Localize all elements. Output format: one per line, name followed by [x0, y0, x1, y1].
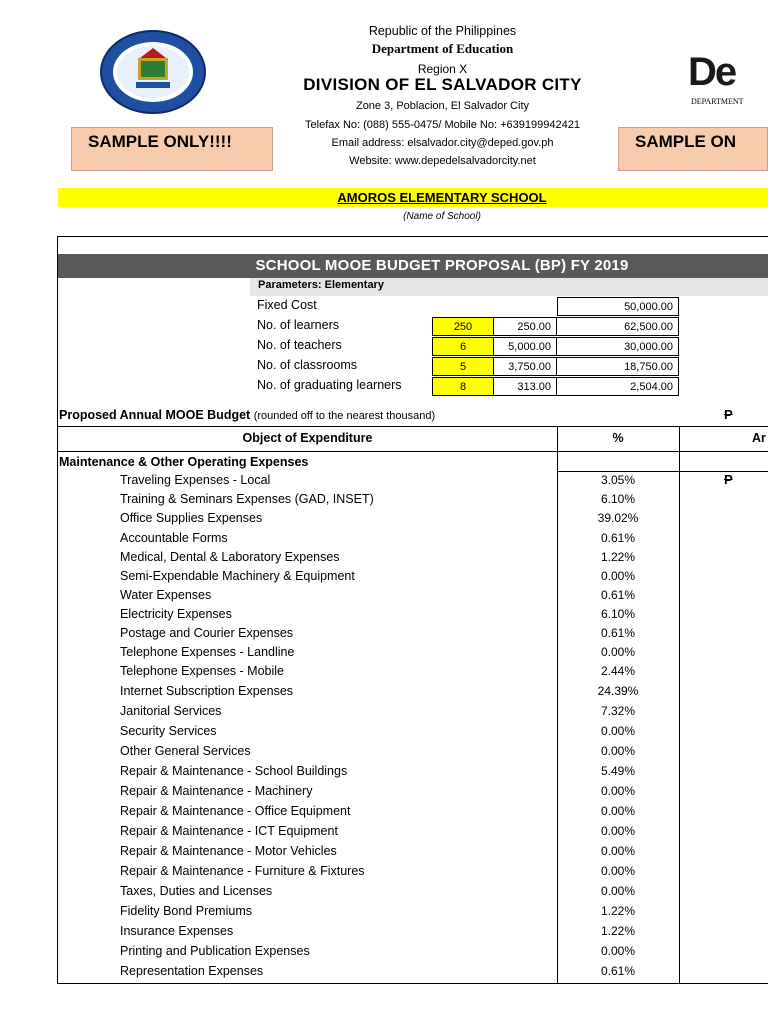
division-seal-logo: [100, 30, 206, 114]
table-row-label: Repair & Maintenance - Office Equipment: [120, 804, 351, 818]
website-text: Website: www.depedelsalvadorcity.net: [349, 155, 536, 167]
table-row-label: Telephone Expenses - Mobile: [120, 664, 284, 678]
school-name: AMOROS ELEMENTARY SCHOOL: [337, 190, 547, 205]
table-row-pct: 0.00%: [600, 844, 636, 858]
table-divider-amount: [679, 426, 680, 984]
table-row-label: Electricity Expenses: [120, 607, 232, 621]
region-text: Region X: [417, 62, 468, 76]
param-label-teachers: No. of teachers: [257, 338, 342, 352]
table-row-pct: 24.39%: [597, 684, 639, 698]
table-row-label: Training & Seminars Expenses (GAD, INSET): [120, 492, 374, 506]
table-row-label: Insurance Expenses: [120, 924, 234, 938]
table-row-label: Other General Services: [120, 744, 251, 758]
table-row-label: Semi-Expendable Machinery & Equipment: [120, 569, 355, 583]
table-row-label: Postage and Courier Expenses: [120, 626, 294, 640]
param-total-learners: 62,500.00: [557, 317, 679, 336]
table-row-label: Water Expenses: [120, 588, 212, 602]
table-row-pct: 6.10%: [600, 492, 636, 506]
param-label-learners: No. of learners: [257, 318, 339, 332]
table-row-pct: 6.10%: [600, 607, 636, 621]
table-row-label: Repair & Maintenance - ICT Equipment: [120, 824, 338, 838]
table-row-pct: 0.61%: [600, 626, 636, 640]
table-row-pct: 0.00%: [600, 569, 636, 583]
table-row-pct: 0.00%: [600, 724, 636, 738]
table-row-label: Security Services: [120, 724, 217, 738]
department-text: Department of Education: [371, 41, 514, 56]
table-row-label: Taxes, Duties and Licenses: [120, 884, 273, 898]
param-unit-teachers: 5,000.00: [494, 337, 557, 356]
param-unit-classrooms: 3,750.00: [494, 357, 557, 376]
table-row-label: Traveling Expenses - Local: [120, 473, 271, 487]
proposed-budget-line: [59, 408, 435, 422]
proposed-budget-label: Proposed Annual MOOE Budget: [59, 408, 251, 422]
param-count-classrooms[interactable]: 5: [432, 357, 494, 376]
table-row-pct: 0.00%: [600, 804, 636, 818]
table-row-label: Telephone Expenses - Landline: [120, 645, 295, 659]
address-text: Zone 3, Poblacion, El Salvador City: [355, 100, 530, 112]
division-title: DIVISION OF EL SALVADOR CITY: [303, 75, 582, 94]
telefax-text: Telefax No: (088) 555-0475/ Mobile No: +639199942421: [305, 119, 580, 131]
section-mooe: Maintenance & Other Operating Expenses: [59, 455, 309, 469]
deped-logo: [682, 30, 768, 120]
param-total-graduating: 2,504.00: [557, 377, 679, 396]
peso-sign-proposed: P: [724, 407, 733, 422]
param-total-teachers: 30,000.00: [557, 337, 679, 356]
republic-text: Republic of the Philippines: [368, 24, 517, 38]
budget-proposal-title: SCHOOL MOOE BUDGET PROPOSAL (BP) FY 2019: [255, 257, 629, 274]
table-row-pct: 1.22%: [600, 924, 636, 938]
table-row-pct: 0.61%: [600, 588, 636, 602]
col-head-object: Object of Expenditure: [242, 431, 373, 445]
param-total-classrooms: 18,750.00: [557, 357, 679, 376]
col-head-amount: Ar: [752, 431, 766, 445]
table-row-pct: 0.00%: [600, 864, 636, 878]
table-row-label: Repair & Maintenance - School Buildings: [120, 764, 348, 778]
table-row-pct: 1.22%: [600, 904, 636, 918]
school-name-caption: (Name of School): [403, 211, 481, 222]
param-unit-graduating: 313.00: [494, 377, 557, 396]
col-head-percent: %: [612, 431, 624, 445]
table-row-pct: 0.00%: [600, 784, 636, 798]
table-row-pct: 0.00%: [600, 824, 636, 838]
table-row-label: Repair & Maintenance - Machinery: [120, 784, 313, 798]
proposed-budget-note: (rounded off to the nearest thousand): [253, 410, 436, 422]
param-count-teachers[interactable]: 6: [432, 337, 494, 356]
table-row-label: Office Supplies Expenses: [120, 511, 263, 525]
parameters-heading: Parameters: Elementary: [258, 279, 384, 291]
table-row-label: Representation Expenses: [120, 964, 264, 978]
table-row-pct: 0.61%: [600, 964, 636, 978]
table-top-border: [58, 426, 768, 427]
table-row-pct: 39.02%: [597, 511, 639, 525]
table-row-pct: 5.49%: [600, 764, 636, 778]
deped-logo-text: De: [688, 50, 736, 94]
table-row-pct: 0.00%: [600, 645, 636, 659]
table-row-pct: 1.22%: [600, 550, 636, 564]
param-count-learners[interactable]: 250: [432, 317, 494, 336]
peso-sign-table: P: [724, 472, 733, 487]
table-row-label: Medical, Dental & Laboratory Expenses: [120, 550, 340, 564]
table-header-border: [58, 451, 768, 452]
table-row-pct: 0.61%: [600, 531, 636, 545]
param-unit-learners: 250.00: [494, 317, 557, 336]
table-row-pct: 0.00%: [600, 744, 636, 758]
param-label-graduating: No. of graduating learners: [257, 378, 402, 392]
table-section-border: [557, 471, 768, 472]
param-label-fixed-cost: Fixed Cost: [257, 298, 317, 312]
deped-logo-sub: DEPARTMENT: [691, 97, 744, 106]
table-row-pct: 0.00%: [600, 944, 636, 958]
table-row-pct: 0.00%: [600, 884, 636, 898]
table-row-label: Repair & Maintenance - Motor Vehicles: [120, 844, 337, 858]
table-row-label: Internet Subscription Expenses: [120, 684, 294, 698]
table-row-label: Janitorial Services: [120, 704, 222, 718]
email-text: Email address: elsalvador.city@deped.gov.ph: [331, 137, 554, 149]
param-label-classrooms: No. of classrooms: [257, 358, 358, 372]
param-total-fixed-cost: 50,000.00: [557, 297, 679, 316]
table-row-label: Repair & Maintenance - Furniture & Fixtures: [120, 864, 365, 878]
table-row-label: Fidelity Bond Premiums: [120, 904, 252, 918]
table-row-pct: 7.32%: [600, 704, 636, 718]
table-row-pct: 2.44%: [600, 664, 636, 678]
table-row-label: Accountable Forms: [120, 531, 228, 545]
table-row-pct: 3.05%: [600, 473, 636, 487]
sample-only-badge-right: SAMPLE ON: [618, 127, 768, 171]
table-row-label: Printing and Publication Expenses: [120, 944, 310, 958]
sample-only-badge-left: SAMPLE ONLY!!!!: [71, 127, 273, 171]
param-count-graduating[interactable]: 8: [432, 377, 494, 396]
